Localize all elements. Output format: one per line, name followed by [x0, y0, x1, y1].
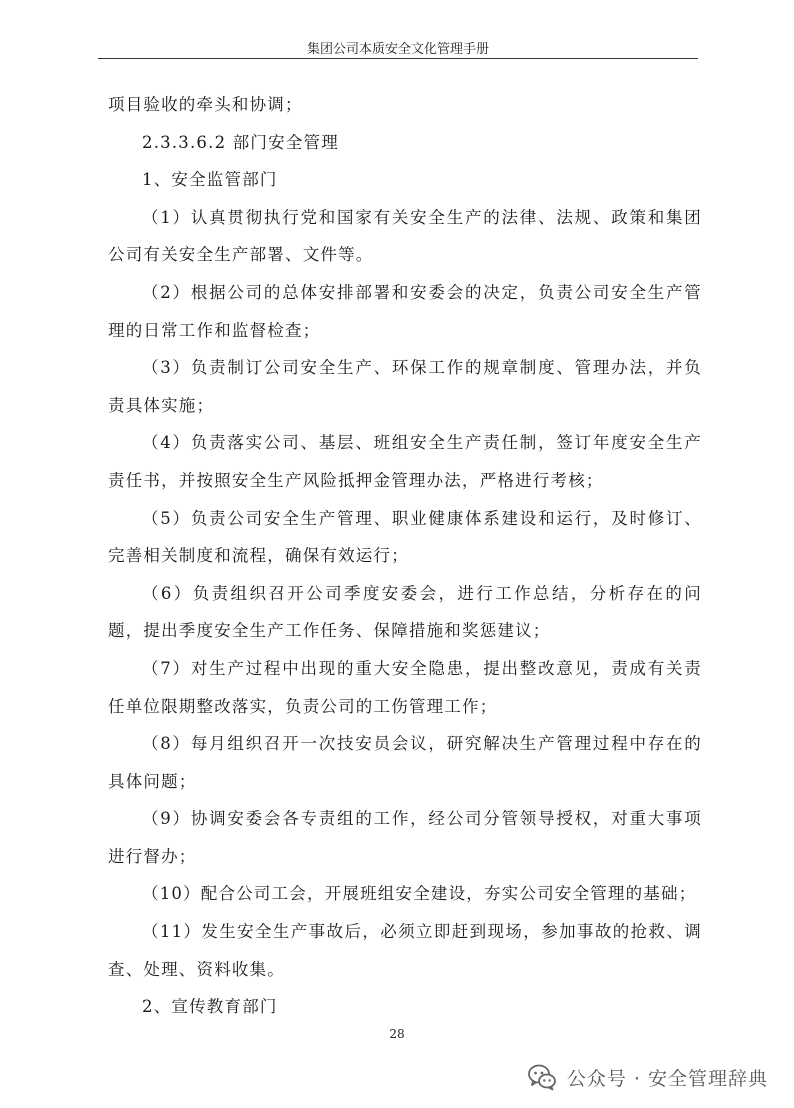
list-item: （1）认真贯彻执行党和国家有关安全生产的法律、法规、政策和集团公司有关安全生产部署、文件等。	[108, 207, 702, 265]
section-heading: 2.3.3.6.2 部门安全管理	[142, 132, 339, 152]
list-item: （9）协调安委会各专责组的工作，经公司分管领导授权，对重大事项进行督办；	[108, 809, 702, 866]
wechat-icon	[527, 1062, 557, 1092]
paragraph: 项目验收的牵头和协调；	[108, 95, 303, 114]
list-item: （4）负责落实公司、基层、班组安全生产责任制，签订年度安全生产责任书，并按照安全生产风险抵押金管理办法，严格进行考核；	[108, 433, 702, 490]
watermark	[527, 1062, 768, 1092]
list-item: （8）每月组织召开一次技安员会议，研究解决生产管理过程中存在的具体问题；	[108, 734, 702, 791]
subsection-heading: 2、宣传教育部门	[142, 997, 278, 1017]
list-item: （6）负责组织召开公司季度安委会，进行工作总结，分析存在的问题，提出季度安全生产工作任务、保障措施和奖惩建议；	[108, 583, 702, 641]
page-number: 28	[389, 1027, 405, 1041]
list-item: （3）负责制订公司安全生产、环保工作的规章制度、管理办法，并负责具体实施；	[108, 358, 702, 415]
header-rule	[98, 58, 698, 59]
page-body	[108, 86, 702, 1026]
page-header: 集团公司本质安全文化管理手册	[306, 42, 489, 57]
list-item: （11）发生安全生产事故后，必须立即赶到现场，参加事故的抢救、调查、处理、资料收集。	[108, 922, 702, 979]
list-item: （10）配合公司工会，开展班组安全建设，夯实公司安全管理的基础；	[142, 884, 697, 904]
list-item: （7）对生产过程中出现的重大安全隐患，提出整改意见，责成有关责任单位限期整改落实，负责公司的工伤管理工作；	[108, 658, 702, 716]
list-item: （5）负责公司安全生产管理、职业健康体系建设和运行，及时修订、完善相关制度和流程，确保有效运行；	[108, 508, 702, 566]
subsection-heading: 1、安全监管部门	[142, 170, 278, 190]
watermark-text: 公众号 · 安全管理辞典	[566, 1067, 768, 1090]
list-item: （2）根据公司的总体安排部署和安委会的决定，负责公司安全生产管理的日常工作和监督检查；	[108, 282, 702, 340]
